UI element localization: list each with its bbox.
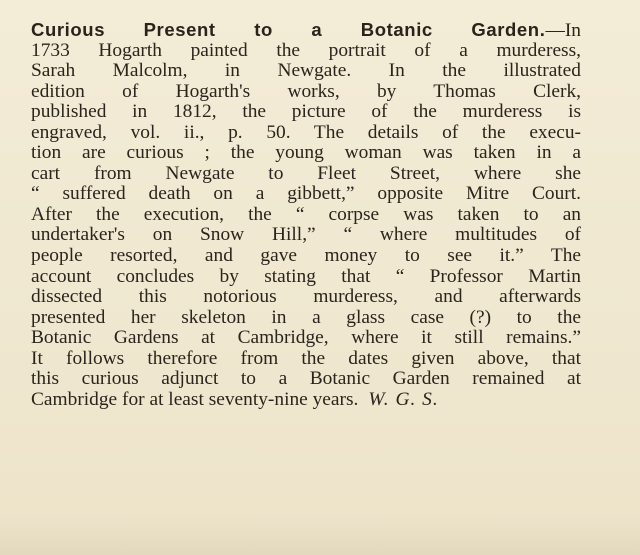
article-line-13: dissected this notorious murderess, and afterwards [31,286,581,308]
article-line-14: presented her skeleton in a glass case (?) to the [31,306,581,328]
article-line-18 [31,390,581,411]
article-line-9: After the execution, the “ corpse was taken to an [31,203,581,225]
article-line-11: people resorted, and gave money to see it.” The [31,245,581,267]
article-line-6: tion are curious ; the young woman was taken in a [31,142,581,164]
author-signature: W. G. S. [368,388,439,410]
article-line-4: published in 1812, the picture of the murderess is [31,101,581,123]
article-line-16: It follows therefore from the dates given above, that [31,347,581,369]
article-line-7: cart from Newgate to Fleet Street, where she [31,162,581,184]
article-line-12: account concludes by stating that “ Professor Martin [31,265,581,287]
title-dash: —In [545,20,581,41]
article-line-5: engraved, vol. ii., p. 50. The details of the execu- [31,121,581,143]
article-line-1: 1733 Hogarth painted the portrait of a murderess, [31,39,581,61]
article-paragraph [31,20,581,410]
article-line-2: Sarah Malcolm, in Newgate. In the illustrated [31,60,581,82]
article-title: Curious Present to a Botanic Garden. [31,19,546,40]
article-line-17: this curious adjunct to a Botanic Garden remained at [31,368,581,390]
page-bottom-shade [0,515,640,555]
article-line-8: “ suffered death on a gibbett,” opposite Mitre Court. [31,183,581,205]
article-line-0 [31,20,581,41]
article-line-3: edition of Hogarth's works, by Thomas Clerk, [31,80,581,102]
article-line-15: Botanic Gardens at Cambridge, where it still remains.” [31,327,581,349]
last-line-text: Cambridge for at least seventy-nine years. [31,388,359,410]
article-line-10: undertaker's on Snow Hill,” “ where multitudes of [31,224,581,246]
